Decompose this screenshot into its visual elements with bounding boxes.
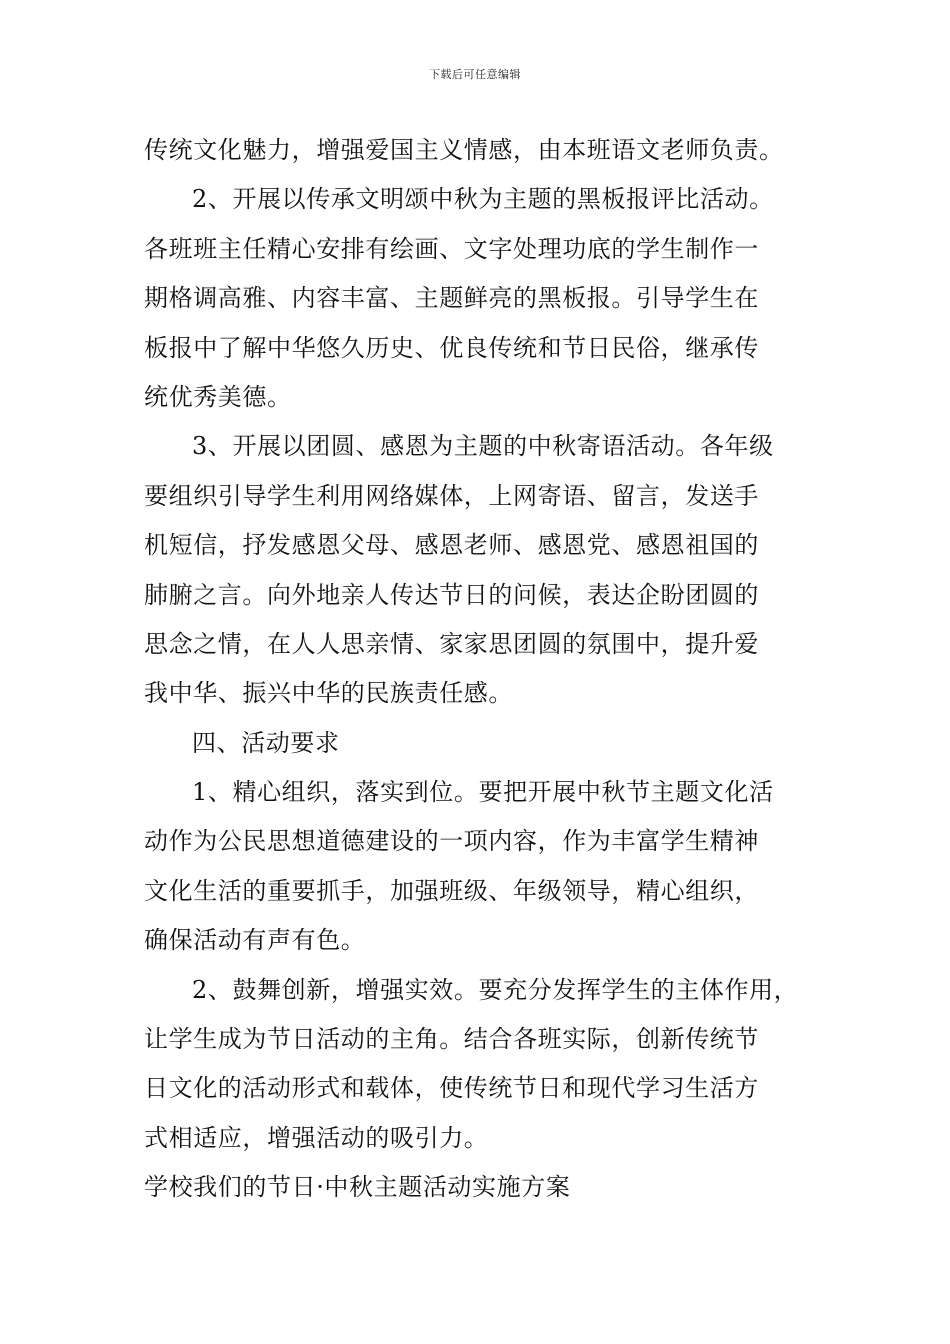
- paragraph-line: 让学生成为节日活动的主角。结合各班实际，创新传统节: [144, 1025, 759, 1054]
- paragraph-line: 统优秀美德。: [144, 382, 292, 411]
- document-title: 学校我们的节日·中秋主题活动实施方案: [144, 1173, 571, 1202]
- paragraph-line: 思念之情，在人人思亲情、家家思团圆的氛围中，提升爱: [144, 629, 759, 658]
- page-header: 下载后可任意编辑: [429, 68, 521, 81]
- paragraph-line: 肺腑之言。向外地亲人传达节日的问候，表达企盼团圆的: [144, 580, 759, 609]
- paragraph-line: 我中华、振兴中华的民族责任感。: [144, 679, 513, 708]
- section-heading: 四、活动要求: [192, 728, 340, 757]
- paragraph-line: 机短信，抒发感恩父母、感恩老师、感恩党、感恩祖国的: [144, 531, 759, 560]
- paragraph-line: 式相适应，增强活动的吸引力。: [144, 1123, 489, 1152]
- paragraph-line: 文化生活的重要抓手，加强班级、年级领导，精心组织，: [144, 876, 759, 905]
- paragraph-line: 期格调高雅、内容丰富、主题鲜亮的黑板报。引导学生在: [144, 284, 759, 313]
- paragraph-line: 2、鼓舞创新，增强实效。要充分发挥学生的主体作用，: [192, 975, 799, 1004]
- paragraph-line: 动作为公民思想道德建设的一项内容，作为丰富学生精神: [144, 827, 759, 856]
- paragraph-line: 2、开展以传承文明颂中秋为主题的黑板报评比活动。: [192, 185, 774, 214]
- paragraph-line: 要组织引导学生利用网络媒体，上网寄语、留言，发送手: [144, 481, 759, 510]
- document-body: [144, 126, 808, 1213]
- paragraph-line: 3、开展以团圆、感恩为主题的中秋寄语活动。各年级: [192, 432, 774, 461]
- paragraph-line: 各班班主任精心安排有绘画、文字处理功底的学生制作一: [144, 234, 759, 263]
- paragraph-line: 日文化的活动形式和载体，使传统节日和现代学习生活方: [144, 1074, 759, 1103]
- paragraph-line: 1、精心组织，落实到位。要把开展中秋节主题文化活: [192, 778, 774, 807]
- paragraph-line: 确保活动有声有色。: [144, 926, 366, 955]
- paragraph-line: 传统文化魅力，增强爱国主义情感，由本班语文老师负责。: [144, 136, 784, 164]
- paragraph-line: 板报中了解中华悠久历史、优良传统和节日民俗，继承传: [144, 333, 759, 362]
